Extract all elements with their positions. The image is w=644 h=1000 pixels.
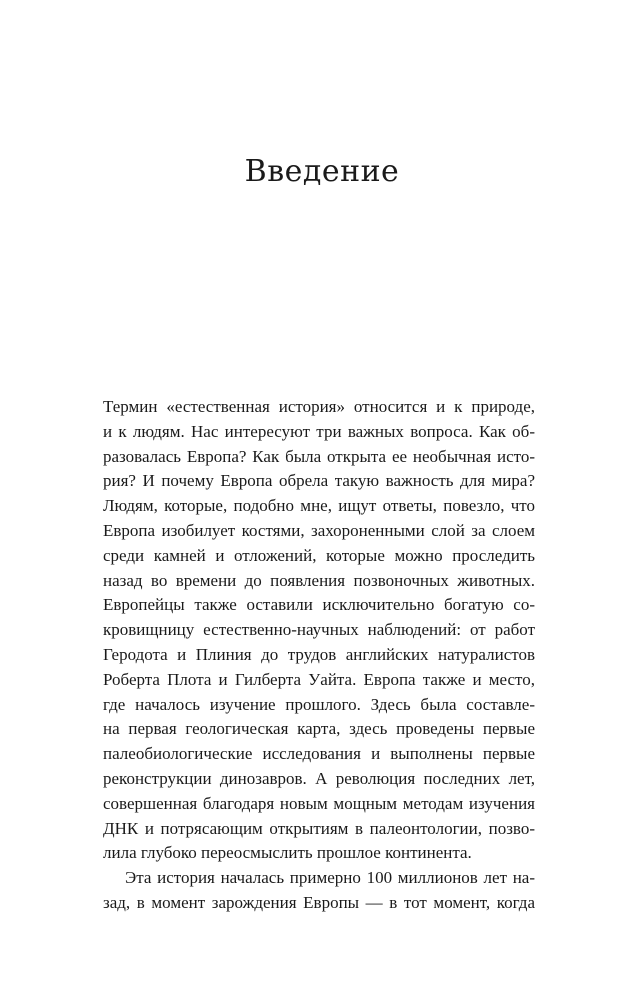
- text-line: Геродота и Плиния до трудов английских натуралистов: [103, 644, 535, 664]
- text-line: разовалась Европа? Как была открыта ее необычная исто-: [103, 446, 535, 466]
- text-line: на первая геологическая карта, здесь проведены первые: [103, 719, 535, 739]
- text-line: совершенная благодаря новым мощным методам изучения: [103, 793, 535, 813]
- text-line: ДНК и потрясающим открытиям в палеонтологии, позво-: [103, 818, 535, 838]
- text-line: среди камней и отложений, которые можно проследить: [103, 545, 535, 565]
- body-text: [103, 395, 535, 916]
- chapter-title: Введение: [244, 154, 400, 189]
- text-line: рия? И почему Европа обрела такую важность для мира?: [103, 471, 535, 491]
- text-line: и к людям. Нас интересуют три важных вопроса. Как об-: [103, 421, 535, 441]
- text-line: Термин «естественная история» относится и к природе,: [103, 397, 535, 416]
- text-line: Людям, которые, подобно мне, ищут ответы, повезло, что: [103, 496, 535, 516]
- text-line: Европейцы также оставили исключительно богатую со-: [103, 595, 535, 615]
- paragraph: [103, 866, 535, 916]
- text-line: Эта история началась примерно 100 миллионов лет на-: [125, 868, 535, 888]
- text-line: Европа изобилует костями, захороненными слой за слоем: [103, 520, 535, 540]
- paragraph: [103, 395, 535, 866]
- text-line: зад, в момент зарождения Европы — в тот момент, когда: [103, 892, 535, 912]
- text-line: назад во времени до появления позвоночных животных.: [103, 570, 535, 590]
- text-line: палеобиологические исследования и выполнены первые: [103, 744, 535, 764]
- text-line: реконструкции динозавров. А революция последних лет,: [103, 768, 535, 788]
- text-line: кровищницу естественно-научных наблюдений: от работ: [103, 620, 535, 640]
- text-line: где началось изучение прошлого. Здесь была составле-: [103, 694, 535, 714]
- text-line: лила глубоко переосмыслить прошлое континента.: [103, 843, 472, 863]
- text-line: Роберта Плота и Гилберта Уайта. Европа также и место,: [103, 669, 535, 689]
